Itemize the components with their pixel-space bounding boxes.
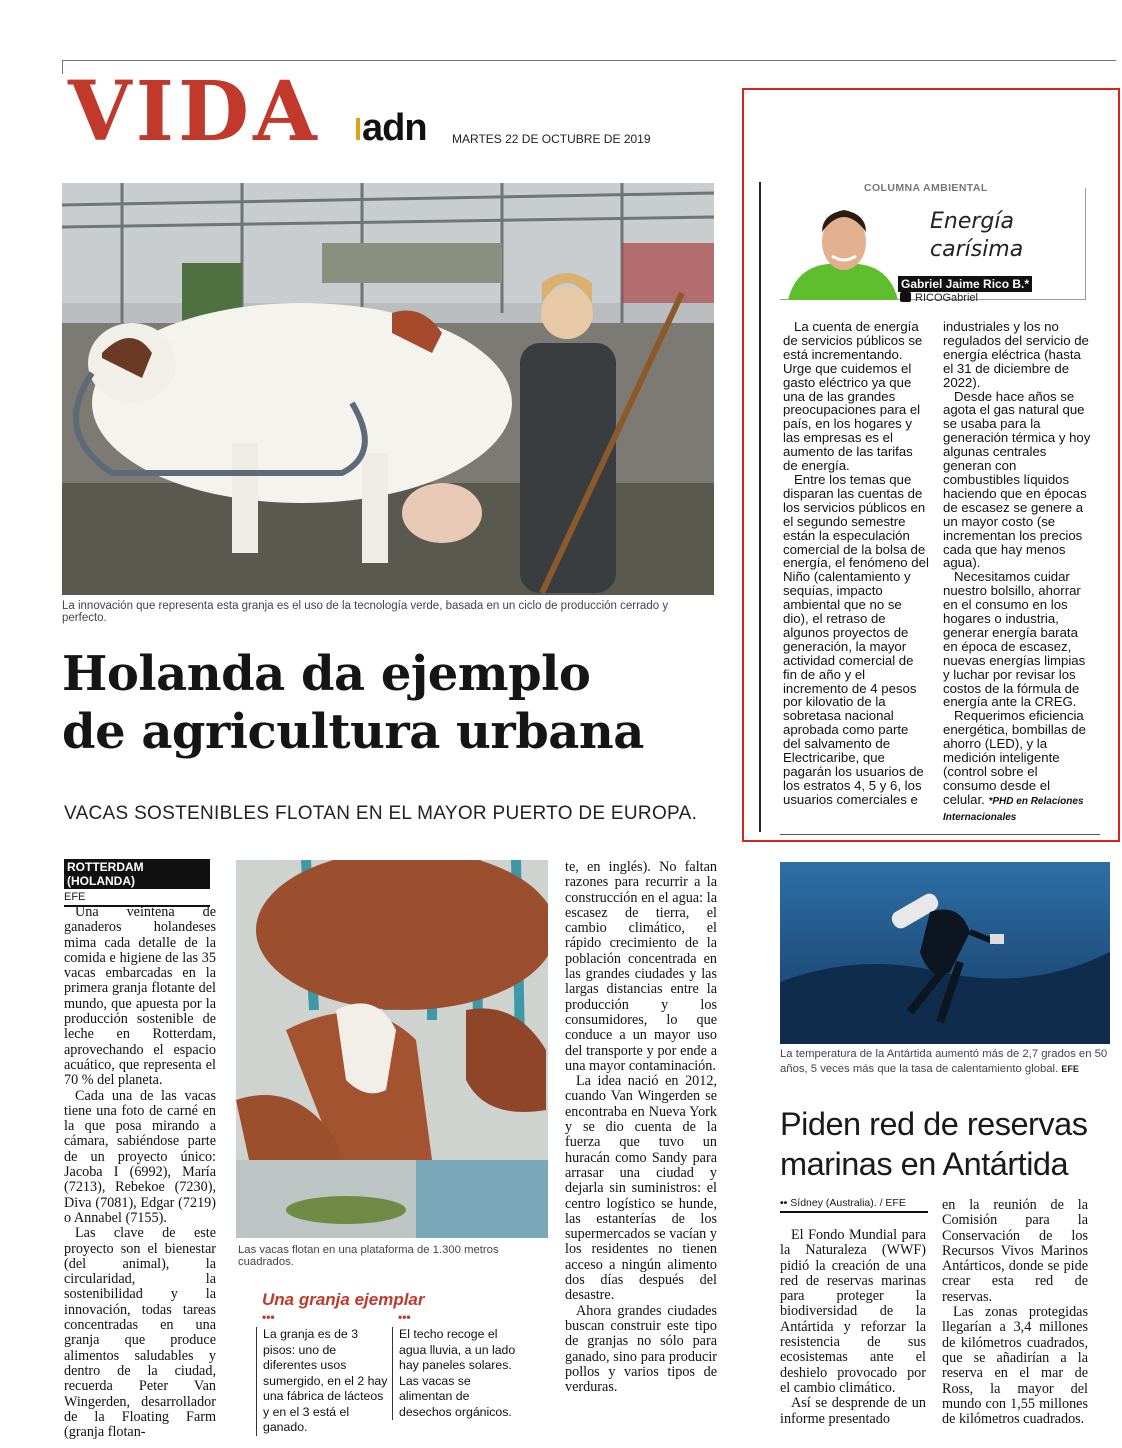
antarctic-body-column-2	[942, 1198, 1088, 1427]
photo-credit: EFE	[1061, 1064, 1079, 1074]
sidebar-box-item-1: La granja es de 3 pisos: uno de diferentes usos sumergido, en el 2 hay una fábrica de lácteos y en el 3 está el ganado.	[256, 1327, 390, 1436]
main-body-column-1	[64, 905, 216, 1440]
brand-logo: adn	[362, 107, 427, 149]
main-headline	[62, 645, 752, 761]
dateline-place: ROTTERDAM (HOLANDA)	[64, 859, 210, 889]
brand-bar	[356, 118, 360, 140]
paragraph: La cuenta de energía de servicios públicos se está incrementando. Urge que cuidemos el gasto eléctrico ya que una de las grandes preocupaciones para el país, en los hogares y las empresas es el aumento de las tarifas de energía.	[783, 319, 923, 474]
main-headline-line1: Holanda da ejemplo	[62, 646, 591, 702]
column-label: COLUMNA AMBIENTAL	[864, 182, 988, 194]
paragraph: industriales y los no regulados del servicio de energía eléctrica (hasta el 31 de diciembre de 2022).	[943, 319, 1089, 390]
paragraph: Ahora grandes ciudades buscan construir este tipo de granjas no sólo para ganado, sino para producir pollos y varios tipos de verduras.	[565, 1302, 717, 1396]
cows-photo	[236, 860, 548, 1238]
column-body-1	[783, 320, 929, 807]
paragraph: en la reunión de la Comisión para la Conservación de los Recursos Vivos Marinos Antárticos, donde se pide crear esta red de reservas.	[942, 1197, 1088, 1305]
paragraph: Desde hace años se agota el gas natural que se usaba para la generación térmica y hoy algunas centrales generan con combustibles líquidos haciendo que en épocas de escasez se genere a un mayor costo (se incrementan los precios cada que hay menos agua).	[943, 388, 1091, 571]
paragraph: El Fondo Mundial para la Naturaleza (WWF) pidió la creación de una red de reservas marinas para proteger la biodiversidad de la Antártida y reforzar la resistencia de sus ecosistemas ante el deshielo provocado por el cambio climático.	[780, 1227, 926, 1396]
bullet-dots: •••	[262, 1310, 275, 1324]
paragraph-text: Requerimos eficiencia energética, bombillas de ahorro (LED), y la medición inteligente (control sobre el consumo desde el celular.	[943, 708, 1086, 807]
column-bottom-rule	[780, 834, 1100, 835]
subheadline: VACAS SOSTENIBLES FLOTAN EN EL MAYOR PUERTO DE EUROPA.	[64, 803, 698, 824]
dateline-text: Sídney (Australia). / EFE	[790, 1197, 906, 1209]
author-handle-text: RICOGabriel	[915, 292, 978, 304]
main-body-column-3	[565, 860, 717, 1395]
author-note: *PHD en Relaciones Internacionales	[943, 795, 1084, 823]
author-handle	[900, 292, 978, 304]
sidebar-box-item-2: El techo recoge el agua lluvia, a un lado hay paneles solares. Las vacas se alimentan de desechos orgánicos.	[392, 1327, 516, 1420]
top-rule-tick	[62, 60, 63, 74]
column-body-2	[943, 320, 1091, 825]
paragraph: Así se desprende de un informe presentado	[780, 1395, 926, 1427]
top-rule	[62, 60, 1116, 61]
diver-photo-caption	[780, 1047, 1120, 1077]
paragraph: La idea nació en 2012, cuando Van Wingerden se encontraba en Nueva York y se dio cuenta de la fuerza que tuvo un huracán como Sandy para arrasar una ciudad y dejarla sin suministros: el centro logístico se hunde, las estanterías de los supermercados se vacían y los residentes no tienen acceso a ningún alimento dos días después del desastre.	[565, 1073, 717, 1304]
column-title	[930, 208, 1023, 264]
main-photo-caption: La innovación que representa esta granja es el uso de la tecnología verde, basada en un ciclo de producción cerrado y perfecto.	[62, 600, 669, 624]
antarctic-headline: Piden red de reservas marinas en Antártida	[780, 1106, 1088, 1182]
paragraph: Las zonas protegidas llegarían a 3,4 millones de kilómetros cuadrados, que se añadirían a la reserva en el mar de Ross, la mayor del mundo con 1,55 millones de kilómetros cuadrados.	[942, 1304, 1088, 1428]
paragraph	[943, 709, 1091, 824]
dateline-dots: ••	[780, 1197, 788, 1209]
paragraph: Una veintena de ganaderos holandeses mima cada detalle de la comida e higiene de las 35 vacas embarcadas en la primera granja flotante del mundo, que apuesta por la producción sostenible de leche en Rotterdam, aprovechando el espacio acuático, que representa el 70 % del planeta.	[64, 904, 216, 1089]
main-photo-farm	[62, 183, 714, 595]
paragraph: te, en inglés). No faltan razones para recurrir a la construcción en el agua: la escasez de tierra, el cambio climático, el rápido crecimiento de la población concentrada en las grandes ciudades y las largas distancias entre la producción y los consumidores, lo que conduce a un mayor uso del transporte y por ende a una mayor contaminación.	[565, 859, 717, 1074]
column-title-line1: Energía	[930, 209, 1014, 234]
section-title: VIDA	[68, 64, 321, 160]
diver-photo	[780, 862, 1110, 1044]
diver-caption-text: La temperatura de la Antártida aumentó más de 2,7 grados en 50 años, 5 veces más que la tasa de calentamiento global.	[780, 1048, 1108, 1075]
dateline-agency: EFE	[64, 889, 210, 907]
bullet-dots: •••	[398, 1310, 411, 1324]
paragraph: Cada una de las vacas tiene una foto de carné en la que posa mirando a cámara, sabiéndose parte de un proyecto único: Jacoba I (6992), María (7213), Rebekoe (7230), Diva (7081), Edgar (7219) o Annabel (7155).	[64, 1087, 216, 1226]
sidebar-box-title: Una granja ejemplar	[262, 1290, 425, 1309]
main-headline-line2: de agricultura urbana	[62, 704, 644, 760]
dateline	[64, 859, 210, 907]
antarctic-body-column-1	[780, 1228, 926, 1427]
antarctic-dateline	[780, 1197, 928, 1213]
paragraph: Entre los temas que disparan las cuentas de los servicios públicos en el segundo semestre están la especulación comercial de la bolsa de energía, el fenómeno del Niño (calentamiento y sequías, impacto ambiental que no se dio), el retraso de algunos proyectos de generación, la mayor actividad comercial de fin de año y el incremento de 4 pesos por kilovatio de la sobretasa nacional aprobada como parte del salvamento de Electricaribe, que pagarán los usuarios de los estratos 4, 5 y 6, los usuarios comerciales e	[783, 471, 929, 807]
cows-photo-caption: Las vacas flotan en una plataforma de 1.300 metros cuadrados.	[238, 1244, 499, 1268]
twitter-icon	[900, 292, 911, 302]
column-vertical-rule	[759, 182, 761, 832]
author-portrait	[788, 202, 898, 300]
paragraph: Necesitamos cuidar nuestro bolsillo, ahorrar en el consumo en los hogares o industria, generar energía barata en época de escasez, nuevas energías limpias y luchar por revisar los costos de la fórmula de energía ante la CREG.	[943, 569, 1086, 710]
author-name: Gabriel Jaime Rico B.*	[898, 276, 1032, 292]
column-title-line2: carísima	[930, 237, 1024, 262]
edition-date: MARTES 22 DE OCTUBRE DE 2019	[452, 132, 651, 146]
paragraph: Las clave de este proyecto son el bienestar (del animal), la circularidad, la sostenibilidad y la innovación, todas tareas concentradas en una granja que produce alimentos saludables y dentro de la ciudad, recuerda Peter Van Wingerden, desarrollador de la Floating Farm (granja flotan-	[64, 1225, 216, 1441]
